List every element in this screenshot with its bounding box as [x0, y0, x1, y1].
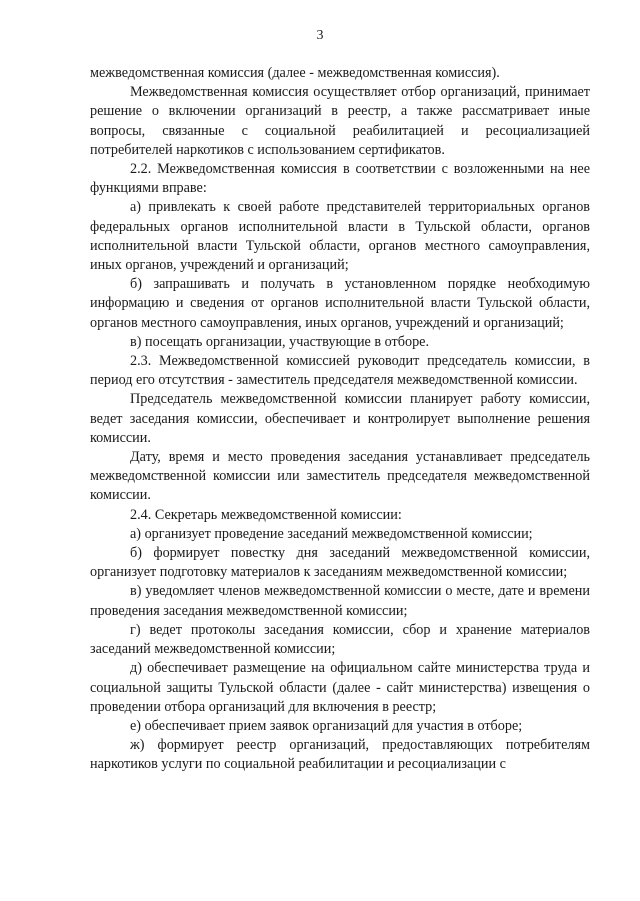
- page-number: 3: [316, 28, 324, 43]
- paragraph: в) уведомляет членов межведомственной комиссии о месте, дате и времени проведения заседания межведомственной комиссии;: [90, 583, 590, 619]
- paragraph: а) организует проведение заседаний межведомственной комиссии;: [130, 525, 533, 542]
- paragraph: г) ведет протоколы заседания комиссии, сбор и хранение материалов заседаний межведомственной комиссии;: [90, 621, 590, 658]
- paragraph: ж) формирует реестр организаций, предоставляющих потребителям наркотиков услуги по социальной реабилитации и ресоциализации с: [90, 737, 590, 773]
- paragraph: а) привлекать к своей работе представителей территориальных органов федеральных органов исполнительной власти в Тульской области, органов исполнительной власти Тульской области, органов местного самоуправления, иных органов, учреждений и организаций;: [90, 199, 590, 274]
- document-body: [90, 64, 590, 775]
- paragraph: Дату, время и место проведения заседания устанавливает председатель межведомственной комиссии или заместитель председателя межведомственной комиссии.: [90, 449, 590, 504]
- paragraph: 2.3. Межведомственной комиссией руководит председатель комиссии, в период его отсутствия - заместитель председателя межведомственной комиссии.: [90, 353, 590, 389]
- paragraph: Межведомственная комиссия осуществляет отбор организаций, принимает решение о включении организаций в реестр, а также рассматривает иные вопросы, связанные с социальной реабилитацией и ресоциализацией потребителей наркотиков с использованием сертификатов.: [90, 84, 590, 158]
- paragraph: д) обеспечивает размещение на официальном сайте министерства труда и социальной защиты Тульской области (далее - сайт министерства) извещения о проведении отбора организаций для включения в реестр;: [90, 660, 590, 715]
- paragraph: е) обеспечивает прием заявок организаций для участия в отборе;: [130, 717, 523, 734]
- paragraph: Председатель межведомственной комиссии планирует работу комиссии, ведет заседания комиссии, обеспечивает и контролирует выполнение решения комиссии.: [90, 391, 590, 446]
- paragraph: 2.4. Секретарь межведомственной комиссии:: [130, 506, 402, 523]
- paragraph: в) посещать организации, участвующие в отборе.: [130, 333, 430, 350]
- paragraph: б) формирует повестку дня заседаний межведомственной комиссии, организует подготовку материалов к заседаниям межведомственной комиссии;: [90, 545, 590, 581]
- paragraph: б) запрашивать и получать в установленном порядке необходимую информацию и сведения от органов исполнительной власти Тульской области, органов местного самоуправления, иных органов, учреждений и организаций;: [90, 276, 590, 331]
- paragraph: 2.2. Межведомственная комиссия в соответствии с возложенными на нее функциями вправе:: [90, 161, 590, 197]
- paragraph: межведомственная комиссия (далее - межведомственная комиссия).: [90, 65, 500, 81]
